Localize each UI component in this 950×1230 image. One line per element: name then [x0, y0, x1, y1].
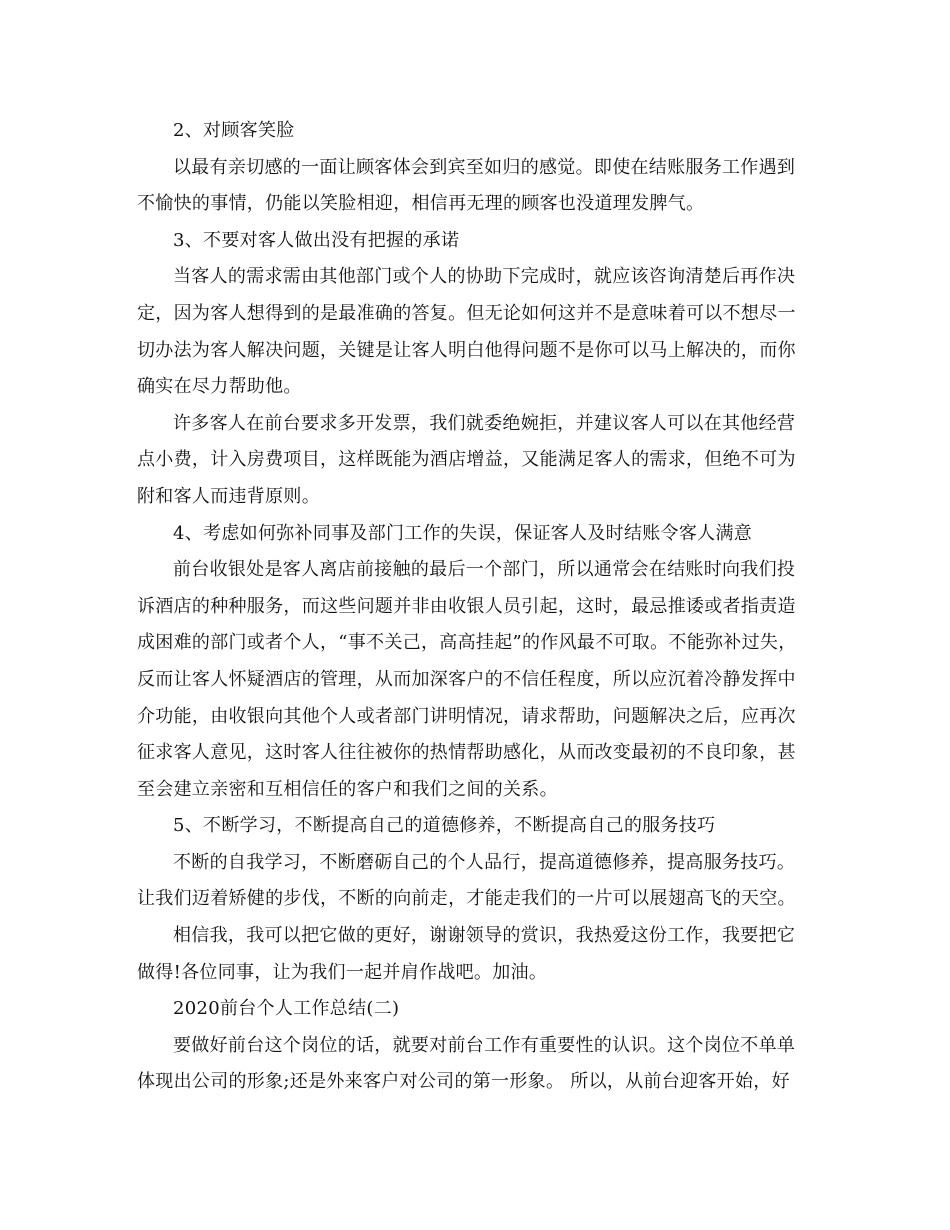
text-line: 2020前台个人工作总结(二)	[173, 998, 400, 1020]
text-line: 介功能，由收银向其他个人或者部门讲明情况，请求帮助，问题解决之后，应再次	[137, 705, 796, 727]
text-line: 许多客人在前台要求多开发票，我们就委绝婉拒，并建议客人可以在其他经营	[173, 412, 796, 434]
text-line: 征求客人意见，这时客人往往被你的热情帮助感化，从而改变最初的不良印象，甚	[137, 742, 796, 764]
text-line: 做得!各位同事，让为我们一起并肩作战吧。加油。	[137, 961, 548, 983]
text-line: 定，因为客人想得到的是最准确的答复。但无论如何这并不是意味着可以不想尽一	[137, 302, 796, 324]
text-line: 前台收银处是客人离店前接触的最后一个部门，所以通常会在结账时向我们投	[173, 559, 796, 581]
text-line: 不愉快的事情，仍能以笑脸相迎，相信再无理的顾客也没道理发脾气。	[137, 193, 705, 215]
text-line: 体现出公司的形象;还是外来客户对公司的第一形象。 所以，从前台迎客开始，好	[137, 1071, 790, 1093]
text-line: 附和客人而违背原则。	[137, 485, 320, 507]
text-line: 成困难的部门或者个人，“事不关己，高高挂起”的作风最不可取。不能弥补过失，	[137, 632, 797, 654]
text-line: 4、考虑如何弥补同事及部门工作的失误，保证客人及时结账令客人满意	[173, 522, 753, 544]
text-line: 不断的自我学习，不断磨砺自己的个人品行，提高道德修养，提高服务技巧。	[173, 851, 796, 873]
text-line: 至会建立亲密和互相信任的客户和我们之间的关系。	[137, 778, 558, 800]
text-line: 要做好前台这个岗位的话，就要对前台工作有重要性的认识。这个岗位不单单	[173, 1034, 796, 1056]
text-line: 切办法为客人解决问题，关键是让客人明白他得问题不是你可以马上解决的，而你	[137, 339, 796, 361]
text-line: 当客人的需求需由其他部门或个人的协助下完成时，就应该咨询清楚后再作决	[173, 266, 796, 288]
text-line: 诉酒店的种种服务，而这些问题并非由收银人员引起，这时，最忌推诿或者指责造	[137, 595, 796, 617]
text-line: 2、对顾客笑脸	[173, 120, 295, 141]
text-line: 以最有亲切感的一面让顾客体会到宾至如归的感觉。即使在结账服务工作遇到	[173, 156, 796, 178]
text-line: 反而让客人怀疑酒店的管理，从而加深客户的不信任程度，所以应沉着冷静发挥中	[137, 668, 796, 690]
text-line: 3、不要对客人做出没有把握的承诺	[173, 229, 460, 251]
document-page	[137, 113, 813, 1101]
text-line: 点小费，计入房费项目，这样既能为酒店增益，又能满足客人的需求，但绝不可为	[137, 449, 796, 471]
text-line: 确实在尽力帮助他。	[137, 376, 302, 398]
text-line: 让我们迈着矫健的步伐，不断的向前走，才能走我们的一片可以展翅高飞的天空。	[137, 888, 796, 910]
text-line: 相信我，我可以把它做的更好，谢谢领导的赏识，我热爱这份工作，我要把它	[173, 925, 796, 947]
text-line: 5、不断学习，不断提高自己的道德修养，不断提高自己的服务技巧	[173, 815, 716, 837]
